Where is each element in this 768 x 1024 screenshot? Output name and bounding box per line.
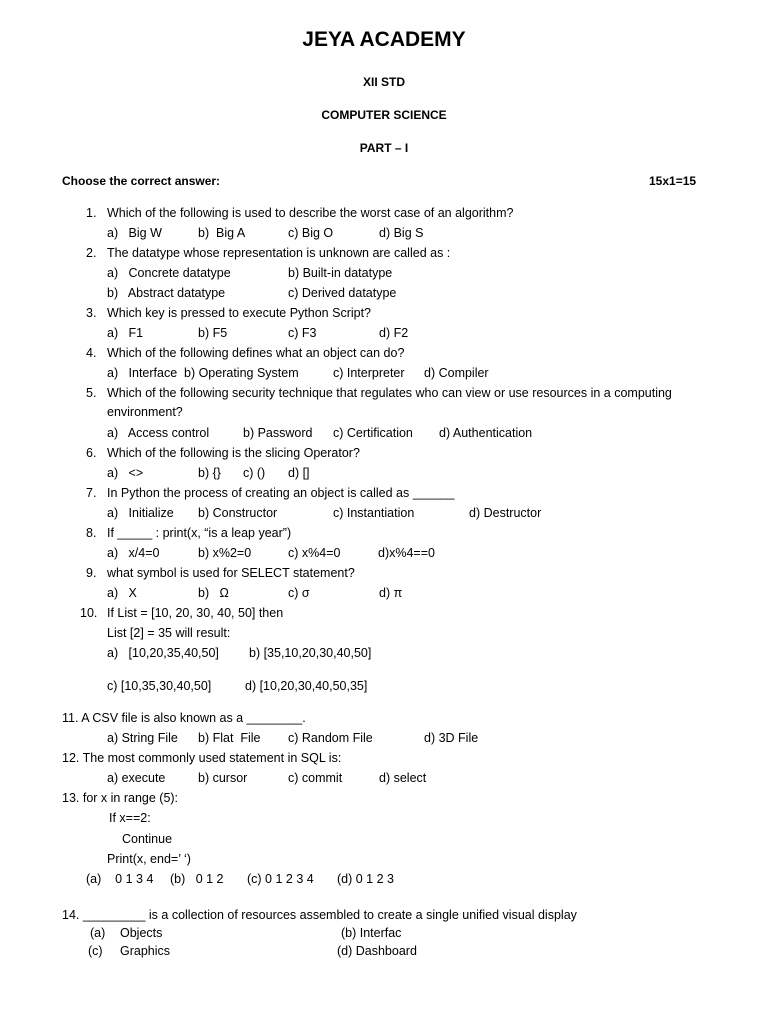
option-d: d) Big S <box>379 226 424 240</box>
code-line: If x==2: <box>109 811 151 825</box>
option-a: a) Concrete datatype <box>107 266 231 280</box>
question-text: 12. The most commonly used statement in SQL is: <box>62 751 342 765</box>
option-a: (a) 0 1 3 4 <box>86 872 154 886</box>
option-b: (b) 0 1 2 <box>170 872 224 886</box>
code-line: Print(x, end=’ ‘) <box>107 852 191 866</box>
option-c: c) commit <box>288 771 343 785</box>
option-c: c) F3 <box>288 326 317 340</box>
option-a: a) Interface <box>107 366 178 380</box>
option-a-label: (a) <box>90 926 106 940</box>
question-text: Which key is pressed to execute Python Script? <box>107 306 372 320</box>
option-d: d) Destructor <box>469 506 542 520</box>
option-d: d) F2 <box>379 326 409 340</box>
option-a: a) String File <box>107 731 178 745</box>
option-c: c) Instantiation <box>333 506 415 520</box>
option-d: d) π <box>379 586 403 600</box>
option-c: c) x%4=0 <box>288 546 341 560</box>
option-a: Objects <box>120 926 163 940</box>
question-text: 13. for x in range (5): <box>62 791 179 805</box>
question-number: 10. <box>80 606 98 620</box>
option-c: b) Abstract datatype <box>107 286 226 300</box>
question-text: 11. A CSV file is also known as a ________. <box>62 711 306 725</box>
option-c: c) [10,35,30,40,50] <box>107 679 212 693</box>
option-b: b) Big A <box>198 226 246 240</box>
option-d: (d) 0 1 2 3 <box>337 872 394 886</box>
option-c: (c) 0 1 2 3 4 <box>247 872 314 886</box>
option-d: d) [10,20,30,40,50,35] <box>245 679 368 693</box>
option-a: a) Access control <box>107 426 210 440</box>
question-number: 6. <box>86 446 97 460</box>
option-a: a) execute <box>107 771 166 785</box>
option-b: b) {} <box>198 466 221 480</box>
option-d: d) select <box>379 771 427 785</box>
question-number: 2. <box>86 246 97 260</box>
marks-text: 15x1=15 <box>649 174 697 188</box>
option-b: b) Operating System <box>184 366 299 380</box>
option-a: a) [10,20,35,40,50] <box>107 646 219 660</box>
option-c: c) Big O <box>288 226 334 240</box>
option-d: c) Derived datatype <box>288 286 397 300</box>
instruction-text: Choose the correct answer: <box>62 174 221 188</box>
option-c: Graphics <box>120 944 171 958</box>
option-b: b) F5 <box>198 326 228 340</box>
option-b: b) Constructor <box>198 506 278 520</box>
option-a: a) X <box>107 586 137 600</box>
option-c: c) Certification <box>333 426 413 440</box>
question-text: If List = [10, 20, 30, 40, 50] then <box>107 606 284 620</box>
question-text: Which of the following security technique that regulates who can view or use resources in a computing <box>107 386 672 400</box>
question-text: In Python the process of creating an object is called as ______ <box>107 486 455 500</box>
option-b: b) Built-in datatype <box>288 266 393 280</box>
option-c-label: (c) <box>88 944 103 958</box>
option-a: a) Big W <box>107 226 162 240</box>
option-c: c) σ <box>288 586 310 600</box>
question-text: Which of the following is used to describe the worst case of an algorithm? <box>107 206 514 220</box>
option-a: a) x/4=0 <box>107 546 160 560</box>
option-d: d) 3D File <box>424 731 479 745</box>
option-b: (b) Interfac <box>341 926 402 940</box>
question-text-continued: List [2] = 35 will result: <box>107 626 231 640</box>
option-d: d) [] <box>288 466 310 480</box>
part-label: PART – I <box>359 141 409 155</box>
option-c: c) () <box>243 466 266 480</box>
subject-label: COMPUTER SCIENCE <box>321 108 447 122</box>
question-number: 5. <box>86 386 97 400</box>
option-b: b) cursor <box>198 771 248 785</box>
class-label: XII STD <box>362 75 405 89</box>
question-text: If _____ : print(x, “is a leap year”) <box>107 526 292 540</box>
question-text: 14. _________ is a collection of resources assembled to create a single unified visual display <box>62 908 577 922</box>
question-number: 1. <box>86 206 97 220</box>
page-title: JEYA ACADEMY <box>302 28 466 51</box>
question-text: Which of the following defines what an object can do? <box>107 346 405 360</box>
option-b: b) x%2=0 <box>198 546 252 560</box>
code-line: Continue <box>122 832 173 846</box>
question-number: 4. <box>86 346 97 360</box>
option-b: b) Ω <box>198 586 229 600</box>
option-a: a) Initialize <box>107 506 174 520</box>
option-a: a) <> <box>107 466 144 480</box>
question-text-continued: environment? <box>107 405 183 419</box>
option-b: b) Flat File <box>198 731 261 745</box>
question-text: Which of the following is the slicing Operator? <box>107 446 360 460</box>
option-d: d)x%4==0 <box>378 546 435 560</box>
option-a: a) F1 <box>107 326 144 340</box>
option-b: b) [35,10,20,30,40,50] <box>249 646 372 660</box>
option-d: (d) Dashboard <box>337 944 417 958</box>
question-number: 3. <box>86 306 97 320</box>
question-number: 9. <box>86 566 97 580</box>
option-d: d) Compiler <box>424 366 489 380</box>
option-d: d) Authentication <box>439 426 533 440</box>
question-number: 8. <box>86 526 97 540</box>
option-c: c) Random File <box>288 731 373 745</box>
question-number: 7. <box>86 486 97 500</box>
question-text: what symbol is used for SELECT statement? <box>107 566 355 580</box>
option-b: b) Password <box>243 426 313 440</box>
question-text: The datatype whose representation is unknown are called as : <box>107 246 451 260</box>
option-c: c) Interpreter <box>333 366 405 380</box>
